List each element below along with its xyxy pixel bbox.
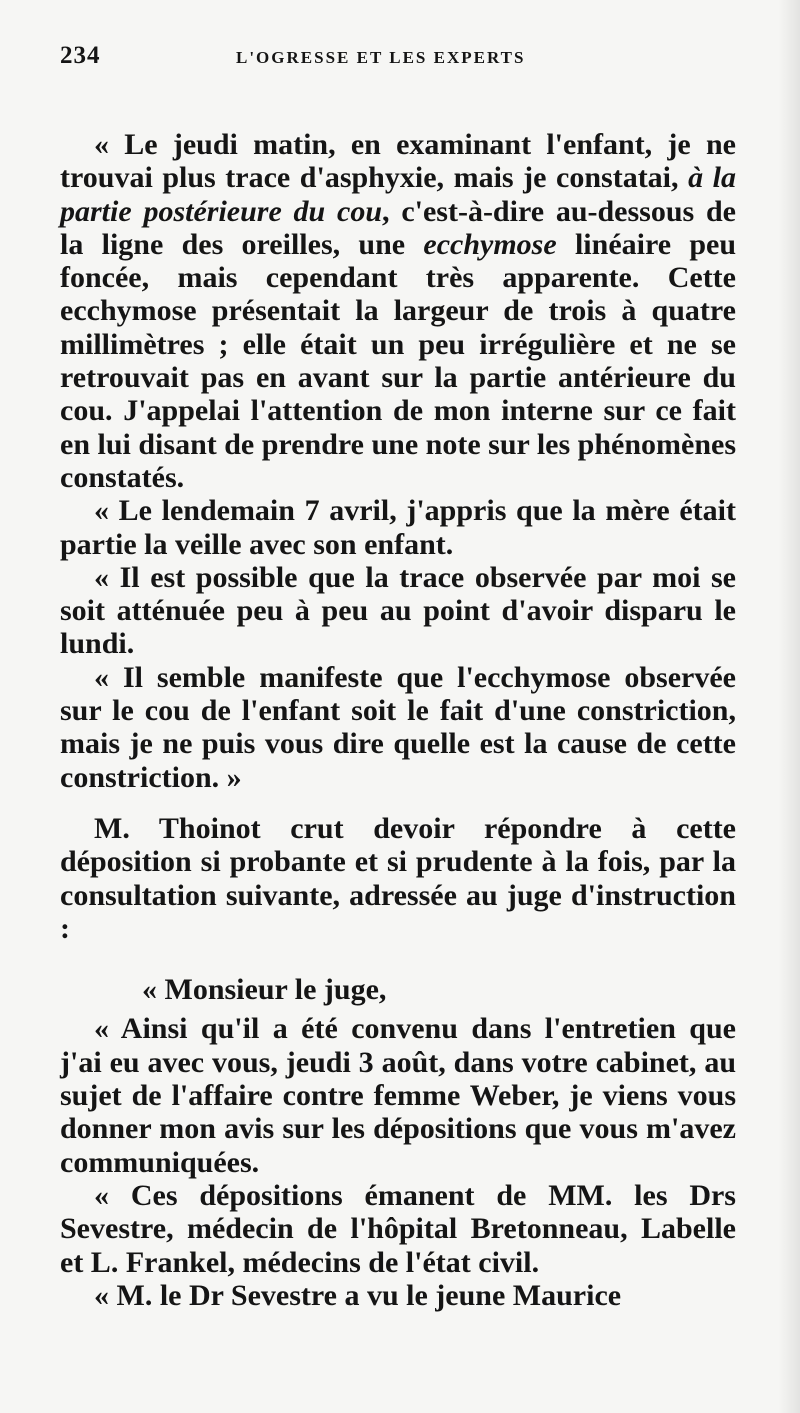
paragraph-constriction: « Il semble manifeste que l'ecchymose observée sur le cou de l'enfant soit le fait d'une constriction, mais je ne puis vous dire quelle est la cause de cette constriction. » [60,660,736,794]
page-body [60,128,736,1312]
page-number: 234 [60,42,101,69]
running-title: L'OGRESSE ET LES EXPERTS [236,48,526,67]
page-header [60,36,736,76]
paragraph-next-day: « Le lendemain 7 avril, j'appris que la mère était partie la veille avec son enfant. [60,494,736,561]
paragraph-testimony-thursday [60,128,736,494]
paragraph-text: , c'est-à-dire au-dessous de la ligne des oreilles, une [60,194,736,261]
italic-phrase: à la partie postérieure du cou [60,161,737,228]
page-edge-shadow [778,0,800,1413]
paragraph-depositions-sources: « Ces dépositions émanent de MM. les Drs Sevestre, médecin de l'hôpital Bretonneau, Labelle et L. Frankel, médecins de l'état civil. [60,1178,736,1279]
paragraph-text: linéaire peu foncée, mais cependant très apparente. Cette ecchymose présentait la largeur de trois à quatre millimètres ; elle était un peu irrégulière et ne se retrouvait pas en avant sur la partie antérieure du cou. J'appelai l'attention de mon interne sur ce fait en lui disant de prendre une note sur les phénomènes constatés. [60,227,737,494]
letter-salutation: « Monsieur le juge, [142,973,387,1007]
paragraph-sevestre: « M. le Dr Sevestre a vu le jeune Maurice [94,1278,622,1312]
paragraph-letter-intro: « Ainsi qu'il a été convenu dans l'entretien que j'ai eu avec vous, jeudi 3 août, dans votre cabinet, au sujet de l'affaire contre femme Weber, je viens vous donner mon avis sur les dépositions que vous m'avez communiquées. [60,1012,736,1179]
section-gap [60,945,736,973]
paragraph-trace-faded: « Il est possible que la trace observée par moi se soit atténuée peu à peu au point d'avoir disparu le lundi. [60,560,736,661]
section-gap [60,794,736,812]
paragraph-text: « Le jeudi matin, en examinant l'enfant, je ne trouvai plus trace d'asphyxie, mais je constatai, [60,128,736,195]
italic-word: ecchymose [423,227,557,261]
paragraph-thoinot: M. Thoinot crut devoir répondre à cette déposition si probante et si prudente à la fois, par la consultation suivante, adressée au juge d'instruction : [60,811,736,945]
